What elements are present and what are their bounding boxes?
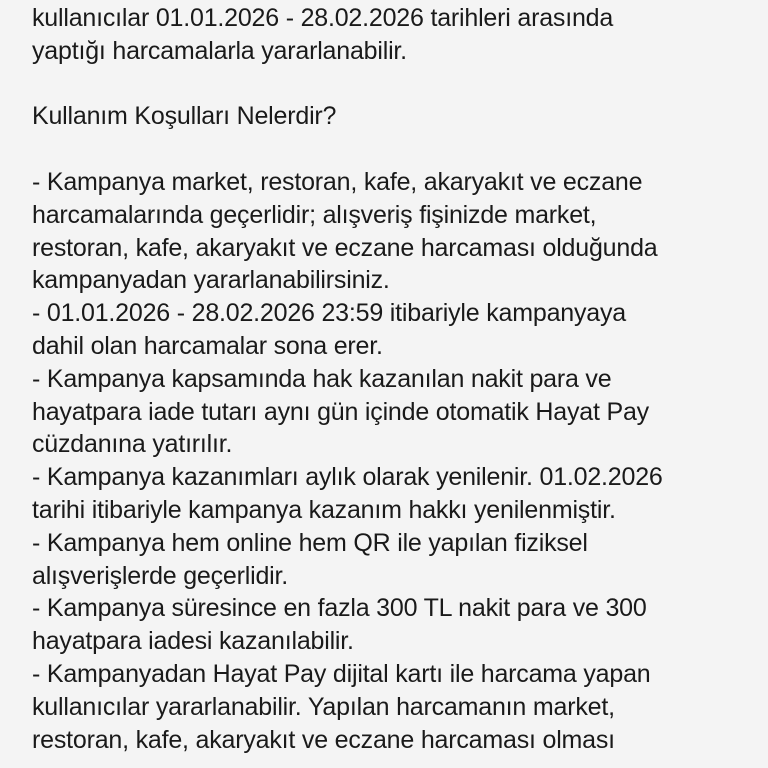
term-line: - Kampanya kazanımları aylık olarak yenilenir. 01.02.2026 — [32, 463, 663, 492]
term-line: hayatpara iadesi kazanılabilir. — [32, 627, 354, 656]
term-line: tarihi itibariyle kampanya kazanım hakkı yenilenmiştir. — [32, 495, 616, 524]
spacer — [32, 133, 752, 166]
term-line: cüzdanına yatırılır. — [32, 430, 233, 459]
term-line: restoran, kafe, akaryakıt ve eczane harcaması olduğunda — [32, 233, 658, 262]
term-line: - Kampanya hem online hem QR ile yapılan fiziksel — [32, 528, 588, 557]
term-line: kampanyadan yararlanabilirsiniz. — [32, 266, 390, 295]
intro-line: yaptığı harcamalarla yararlanabilir. — [32, 36, 407, 65]
term-line: hayatpara iade tutarı aynı gün içinde otomatik Hayat Pay — [32, 397, 649, 426]
campaign-terms-text — [32, 2, 752, 756]
term-line: - Kampanya kapsamında hak kazanılan nakit para ve — [32, 364, 612, 393]
term-line: - Kampanya market, restoran, kafe, akaryakıt ve eczane — [32, 167, 643, 196]
term-line: restoran, kafe, akaryakıt ve eczane harcaması olması — [32, 725, 615, 754]
intro-line: kullanıcılar 01.01.2026 - 28.02.2026 tarihleri arasında — [32, 4, 614, 32]
term-line: - Kampanya süresince en fazla 300 TL nakit para ve 300 — [32, 594, 647, 623]
spacer — [32, 68, 752, 101]
term-line: kullanıcılar yararlanabilir. Yapılan harcamanın market, — [32, 692, 615, 721]
section-heading: Kullanım Koşulları Nelerdir? — [32, 102, 337, 131]
term-line: harcamalarında geçerlidir; alışveriş fişinizde market, — [32, 200, 597, 229]
term-line: - 01.01.2026 - 28.02.2026 23:59 itibariyle kampanyaya — [32, 299, 626, 328]
term-line: alışverişlerde geçerlidir. — [32, 561, 289, 590]
term-line: dahil olan harcamalar sona erer. — [32, 331, 383, 360]
term-line: - Kampanyadan Hayat Pay dijital kartı ile harcama yapan — [32, 659, 651, 688]
